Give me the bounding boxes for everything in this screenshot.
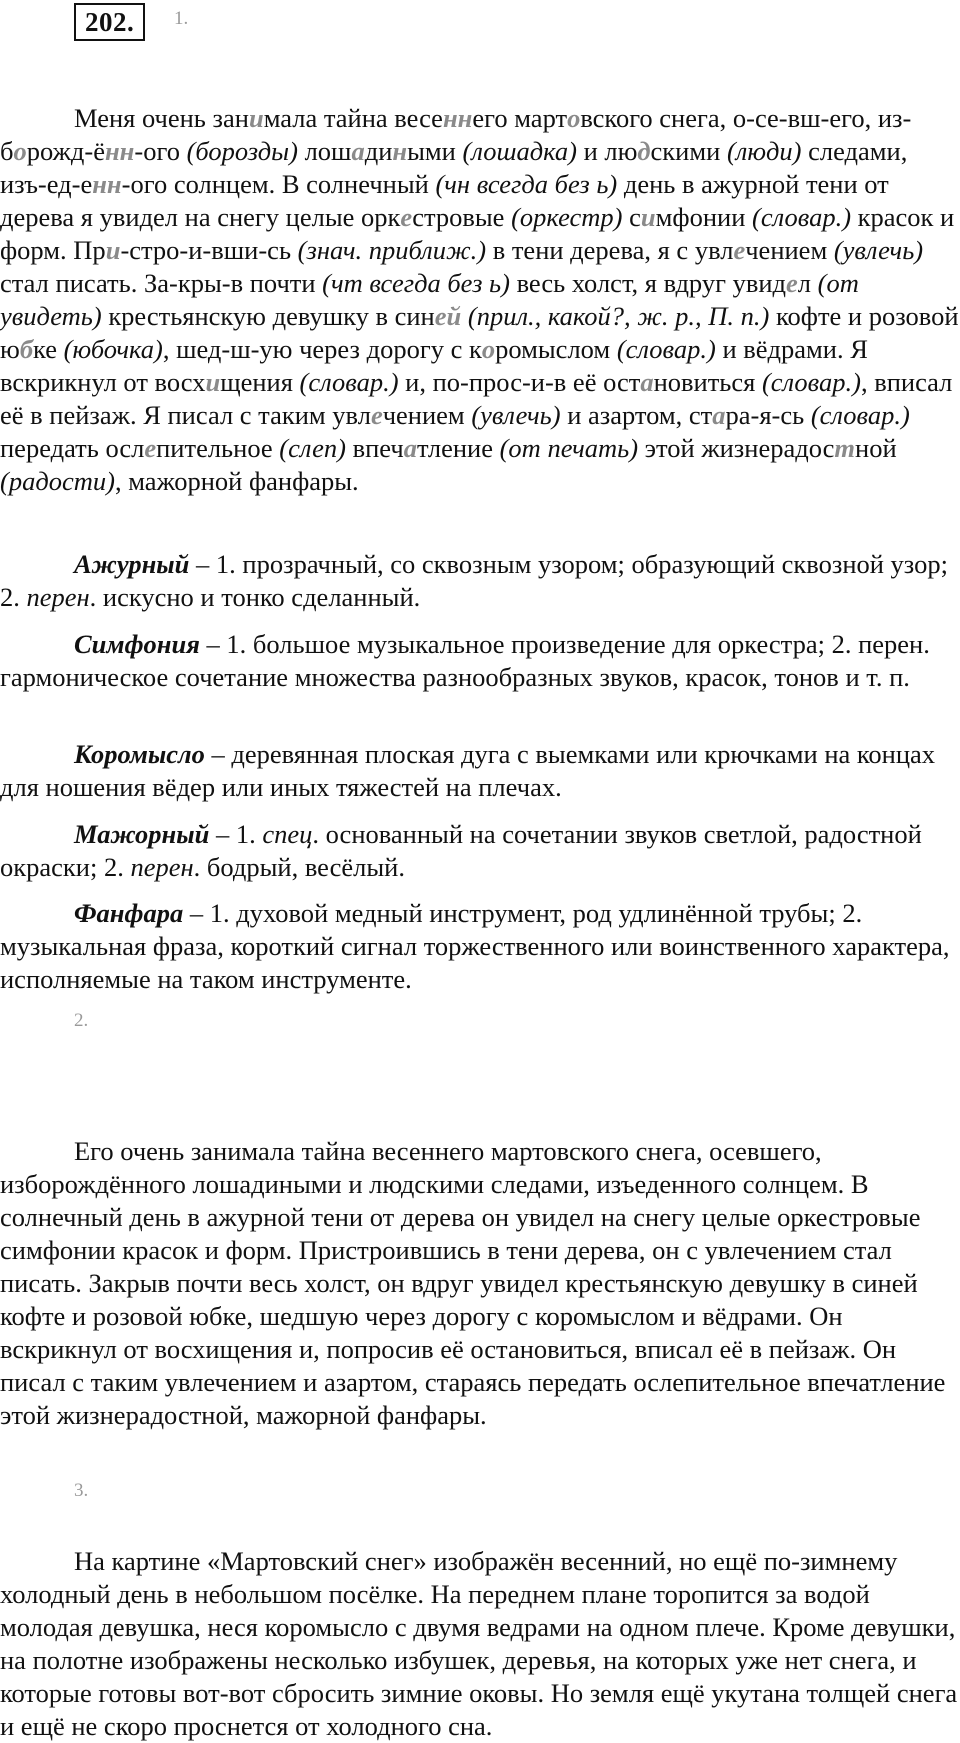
highlighted-letter: и xyxy=(205,367,221,397)
annotation-note: (чн всегда без ь) xyxy=(435,169,618,199)
text-run: . основанный на сочетании звуков светлой, радостной окраски; 2. xyxy=(0,819,922,882)
highlighted-letter: ей xyxy=(434,301,462,331)
text-run: мфонии xyxy=(655,202,753,232)
highlighted-letter: о xyxy=(481,334,496,364)
text-run: . искусно и тонко сделанный. xyxy=(89,582,421,612)
annotation-note: (лошадка) xyxy=(462,136,577,166)
text-run: рожд-ё xyxy=(26,136,105,166)
text-run: – 1. большое музыкальное произведение для оркестра; 2. перен. гармоническое сочетание множества разнообразных звуков, красок, тонов и т. п. xyxy=(0,629,930,692)
text-run: стровые xyxy=(412,202,512,232)
text-run: ра-я-сь xyxy=(725,400,811,430)
annotation-note: (оркестр) xyxy=(511,202,623,232)
annotation-note: (от печать) xyxy=(499,433,639,463)
section-number-2: 2. xyxy=(74,1010,89,1031)
text-run: красок и форм. Пр xyxy=(0,202,955,265)
text-run: – 1. xyxy=(209,819,263,849)
text-run: л xyxy=(797,268,818,298)
annotation-note: (юбочка) xyxy=(63,334,163,364)
annotation-note: перен xyxy=(130,852,194,882)
text-run: ке xyxy=(33,334,64,364)
text-run: тление xyxy=(416,433,500,463)
highlighted-letter: о xyxy=(13,136,27,166)
text-run: ыми xyxy=(407,136,463,166)
text-run: в тени дерева, я с увл xyxy=(486,235,734,265)
highlighted-letter: а xyxy=(403,433,417,463)
highlighted-letter: е xyxy=(144,433,157,463)
section1-text-runs xyxy=(0,103,959,496)
text-run: день в ажурной тени от дерева я увидел на снегу целые орк xyxy=(0,169,889,232)
definition-term: Симфония xyxy=(74,629,200,659)
highlighted-letter: д xyxy=(637,136,651,166)
section1-annotated-text xyxy=(0,102,960,498)
text-run: ромыслом xyxy=(495,334,617,364)
text-run: и, по-прос-и-в её ост xyxy=(398,367,641,397)
section3-text: На картине «Мартовский снег» изображён весенний, но ещё по-зимнему холодный день в небольшом посёлке. На переднем плане торопится за водой молодая девушка, неся коромысло с двумя ведрами на одном плече. Кроме девушки, на полотне изображены несколько избушек, деревья, на которых уже нет снега, и которые готовы вот-вот сбросить зимние оковы. Но земля ещё укутана толщей снега и ещё не скоро проснется от холодного сна. xyxy=(0,1546,958,1741)
annotation-note: (борозды) xyxy=(186,136,298,166)
highlighted-letter: и xyxy=(248,103,264,133)
task-header xyxy=(74,2,145,42)
highlighted-letter: о xyxy=(567,103,581,133)
text-run: стал писать. За-кры-в почти xyxy=(0,268,323,298)
text-run: его март xyxy=(472,103,568,133)
annotation-note: (увлечь) xyxy=(471,400,561,430)
annotation-note: (от увидеть) xyxy=(0,268,859,331)
text-run: с xyxy=(622,202,641,232)
highlighted-letter: нн xyxy=(442,103,473,133)
text-run: чением xyxy=(745,235,834,265)
highlighted-letter: е xyxy=(786,268,798,298)
text-run: -стро-и-вши-сь xyxy=(120,235,298,265)
highlighted-letter: е xyxy=(733,235,746,265)
definition-1 xyxy=(0,548,960,614)
text-run: впеч xyxy=(345,433,404,463)
text-run: передать осл xyxy=(0,433,145,463)
text-run: ной xyxy=(855,433,897,463)
task-number: 202. xyxy=(74,3,145,41)
definition-5 xyxy=(0,897,960,996)
annotation-note: (словар.) xyxy=(752,202,852,232)
annotation-note: (люди) xyxy=(726,136,802,166)
annotation-note: (увлечь) xyxy=(833,235,924,265)
highlighted-letter: и xyxy=(640,202,656,232)
text-run: – 1. прозрачный, со сквозным узором; образующий сквозной узор; 2. xyxy=(0,549,948,612)
section-number-1: 1. xyxy=(174,8,189,29)
text-run: лош xyxy=(297,136,352,166)
text-run: чением xyxy=(382,400,472,430)
annotation-note: (словар.) xyxy=(616,334,716,364)
text-run: , вписал её в пейзаж. Я писал с таким увл xyxy=(0,367,953,430)
highlighted-letter: и xyxy=(105,235,121,265)
text-run: – деревянная плоская дуга с выемками или крючками на концах для ношения вёдер или иных тяжестей на плечах. xyxy=(0,739,936,802)
text-run: . бодрый, весёлый. xyxy=(193,852,405,882)
definition-3 xyxy=(0,738,960,804)
definition-term: Мажорный xyxy=(74,819,210,849)
text-run xyxy=(461,301,468,331)
text-run: -ого солнцем. В солнечный xyxy=(121,169,436,199)
text-run: пительное xyxy=(156,433,280,463)
highlighted-letter: н xyxy=(392,136,408,166)
annotation-note: (словар.) xyxy=(810,400,910,430)
text-run: скими xyxy=(650,136,727,166)
text-run: весь холст, я вдруг увид xyxy=(509,268,787,298)
text-run: -ого xyxy=(134,136,187,166)
text-run: щения xyxy=(220,367,300,397)
text-run: кофте и розовой ю xyxy=(0,301,959,364)
highlighted-letter: т xyxy=(834,433,856,463)
highlighted-letter: а xyxy=(640,367,654,397)
text-run: ди xyxy=(364,136,393,166)
definition-2 xyxy=(0,628,960,694)
section-number-3: 3. xyxy=(74,1480,89,1501)
text-run: и лю xyxy=(576,136,638,166)
definition-4 xyxy=(0,818,960,884)
text-run: новиться xyxy=(653,367,762,397)
text-run: и вёдрами. Я вскрикнул от восх xyxy=(0,334,868,397)
text-run: Меня очень зан xyxy=(74,103,249,133)
highlighted-letter: е xyxy=(400,202,413,232)
annotation-note: перен xyxy=(26,582,90,612)
text-run: – 1. духовой медный инструмент, род удлинённой трубы; 2. музыкальная фраза, короткий сигнал торжественного или воинственного характера, исполняемые на таком инструменте. xyxy=(0,898,950,994)
annotation-note: (слеп) xyxy=(279,433,346,463)
highlighted-letter: е xyxy=(370,400,383,430)
text-run: следами, изъ-ед-е xyxy=(0,136,908,199)
highlighted-letter: б xyxy=(19,334,34,364)
definition-term: Коромысло xyxy=(74,739,205,769)
definition-term: Ажурный xyxy=(74,549,190,579)
text-run: вского снега, о-се-вш-его, из-б xyxy=(0,103,912,166)
annotation-note: (прил., какой?, ж. р., П. п.) xyxy=(467,301,770,331)
highlighted-letter: нн xyxy=(92,169,122,199)
highlighted-letter: нн xyxy=(104,136,135,166)
annotation-note: спец xyxy=(262,819,313,849)
annotation-note: (словар.) xyxy=(761,367,861,397)
text-run: мала тайна весе xyxy=(263,103,443,133)
annotation-note: (чт всегда без ь) xyxy=(322,268,510,298)
section3-paragraph xyxy=(0,1545,960,1743)
highlighted-letter: а xyxy=(712,400,726,430)
annotation-note: (радости) xyxy=(0,466,115,496)
annotation-note: (знач. приближ.) xyxy=(297,235,487,265)
text-run: , мажорной фанфары. xyxy=(114,466,359,496)
text-run: крестьянскую девушку в син xyxy=(101,301,435,331)
definition-term: Фанфара xyxy=(74,898,184,928)
text-run: и азартом, ст xyxy=(560,400,713,430)
highlighted-letter: а xyxy=(351,136,365,166)
section2-text: Его очень занимала тайна весеннего мартовского снега, осевшего, изборождённого лошадиными и людскими следами, изъеденного солнцем. В солнечный день в ажурной тени от дерева он увидел на снегу целые оркестровые симфонии красок и форм. Пристроившись в тени дерева, он с увлечением стал писать. Закрыв почти весь холст, он вдруг увидел крестьянскую девушку в синей кофте и розовой юбке, шедшую через дорогу с коромыслом и вёдрами. Он вскрикнул от восхищения и, попросив её остановиться, вписал её в пейзаж. Он писал с таким увлечением и азартом, стараясь передать ослепительное впечатление этой жизнерадостной, мажорной фанфары. xyxy=(0,1136,946,1430)
section2-paragraph xyxy=(0,1135,960,1432)
annotation-note: (словар.) xyxy=(299,367,399,397)
text-run: этой жизнерадос xyxy=(638,433,835,463)
text-run: , шед-ш-ую через дорогу с к xyxy=(162,334,482,364)
